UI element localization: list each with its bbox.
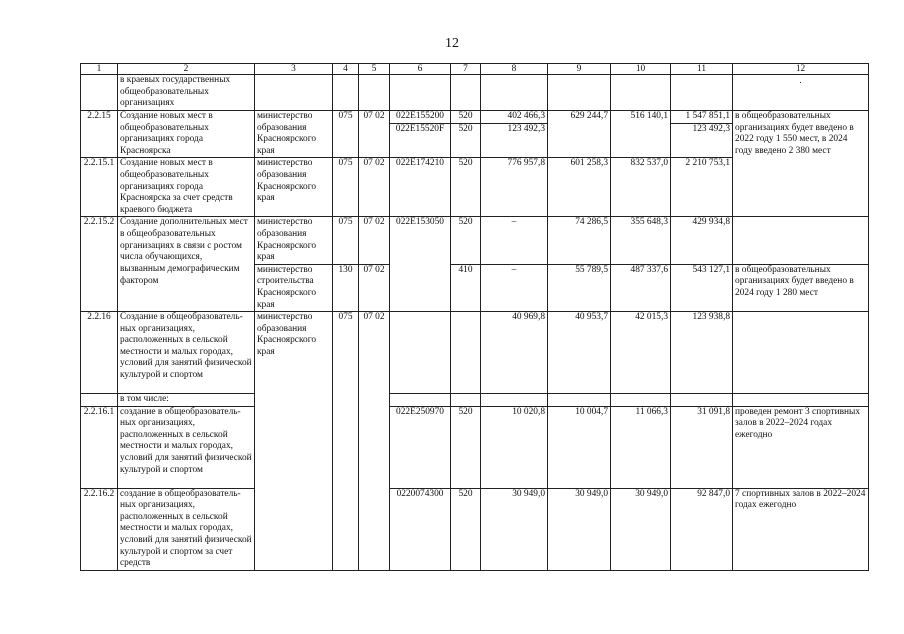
row-number: 2.2.15 (81, 111, 118, 158)
table-row (81, 75, 869, 111)
value-cell: 776 957,8 (481, 158, 548, 217)
value-cell: 31 091,8 (671, 406, 733, 488)
value-cell: 601 258,3 (548, 158, 611, 217)
note-cell: в общеобразовательных организациях будет введено в 2024 году 1 280 мест (733, 264, 869, 311)
code-cell: 520 (451, 488, 481, 570)
measure-name: в краевых государственных общеобразовательных организациях (118, 75, 255, 111)
value-cell: 11 066,3 (611, 406, 671, 488)
measure-name: вызванным демографическим фактором (118, 264, 255, 311)
header-row (81, 64, 869, 75)
column-header: 3 (255, 64, 333, 75)
value-cell: 516 140,1 (611, 111, 671, 158)
code-cell: 520 (451, 406, 481, 488)
code-cell: 07 02 (359, 264, 390, 311)
value-cell: 40 969,8 (481, 312, 548, 394)
code-cell: 520 (451, 123, 481, 158)
note-cell: в общеобразовательных организациях будет введено в 2022 году 1 550 мест, в 2024 году введено 2 380 мест (733, 111, 869, 217)
table-row (81, 312, 869, 394)
organization: министерство образования Красноярского края (255, 111, 333, 158)
code-cell: 022E250970 (390, 406, 451, 488)
value-cell: 355 648,3 (611, 217, 671, 264)
column-header: 2 (118, 64, 255, 75)
organization: министерство строительства Красноярского края (255, 264, 333, 311)
code-cell: 07 02 (359, 217, 390, 264)
code-cell: 520 (451, 217, 481, 264)
value-cell: 55 789,5 (548, 264, 611, 311)
value-cell: – (481, 217, 548, 264)
row-number: 2.2.15.2 (81, 217, 118, 312)
code-cell: 07 02 (359, 158, 390, 217)
value-cell: 123 492,3 (671, 123, 733, 158)
column-header: 1 (81, 64, 118, 75)
value-cell: 10 020,8 (481, 406, 548, 488)
code-cell: 022E174210 (390, 158, 451, 217)
code-cell: 075 (333, 312, 359, 571)
code-cell: 410 (451, 264, 481, 311)
value-cell: 543 127,1 (671, 264, 733, 311)
column-header: 4 (333, 64, 359, 75)
value-cell: 832 537,0 (611, 158, 671, 217)
subheading: в том числе: (118, 394, 255, 407)
table-row (81, 111, 869, 124)
value-cell: 10 004,7 (548, 406, 611, 488)
value-cell: – (481, 264, 548, 311)
row-number: 2.2.16.2 (81, 488, 118, 570)
code-cell: 07 02 (359, 312, 390, 571)
page-number: 12 (445, 36, 459, 51)
table-row (81, 264, 869, 311)
organization: министерство образования Красноярского края (255, 158, 333, 217)
table-row (81, 394, 869, 407)
column-header: 8 (481, 64, 548, 75)
value-cell: 1 547 851,1 (671, 111, 733, 124)
code-cell: 130 (333, 264, 359, 311)
code-cell: 520 (451, 111, 481, 124)
value-cell: 40 953,7 (548, 312, 611, 394)
code-cell: 07 02 (359, 111, 390, 158)
column-header: 5 (359, 64, 390, 75)
value-cell: 2 210 753,1 (671, 158, 733, 217)
row-number: 2.2.16.1 (81, 406, 118, 488)
column-header: 12 (733, 64, 869, 75)
measure-name: создание в общеобразователь-ных организациях, расположенных в сельской местности и малых городах, условий для занятий физической культурой и спортом (118, 406, 255, 488)
column-header: 10 (611, 64, 671, 75)
value-cell: 92 847,0 (671, 488, 733, 570)
code-cell: 022E153050 (390, 217, 451, 312)
value-cell: 123 938,8 (671, 312, 733, 394)
column-header: 9 (548, 64, 611, 75)
value-cell: 429 934,8 (671, 217, 733, 264)
measure-name: Создание новых мест в общеобразовательных организациях города Красноярска (118, 111, 255, 158)
code-cell: 022E15520F (390, 123, 451, 158)
value-cell: 123 492,3 (481, 123, 548, 158)
value-cell: 30 949,0 (481, 488, 548, 570)
value-cell: 42 015,3 (611, 312, 671, 394)
value-cell: 487 337,6 (611, 264, 671, 311)
value-cell: 30 949,0 (548, 488, 611, 570)
measure-name: Создание новых мест в общеобразовательных организациях города Красноярска за счет средств краевого бюджета (118, 158, 255, 217)
note-cell: проведен ремонт 3 спортивных залов в 2022–2024 годах ежегодно (733, 406, 869, 488)
value-cell: 402 466,3 (481, 111, 548, 124)
note-cell: . (733, 75, 869, 111)
measure-name: создание в общеобразователь-ных организациях, расположенных в сельской местности и малых городах, условий для занятий физической культурой и спортом за счет средств (118, 488, 255, 570)
code-cell: 520 (451, 158, 481, 217)
budget-table (80, 63, 869, 571)
column-header: 11 (671, 64, 733, 75)
organization: министерство образования Красноярского края (255, 312, 333, 571)
row-number: 2.2.16 (81, 312, 118, 394)
column-header: 7 (451, 64, 481, 75)
value-cell: 629 244,7 (548, 111, 611, 158)
table-row (81, 488, 869, 570)
row-number: 2.2.15.1 (81, 158, 118, 217)
code-cell: 022E155200 (390, 111, 451, 124)
value-cell: 74 286,5 (548, 217, 611, 264)
code-cell: 075 (333, 111, 359, 158)
table-row (81, 217, 869, 264)
column-header: 6 (390, 64, 451, 75)
code-cell: 075 (333, 217, 359, 264)
code-cell: 075 (333, 158, 359, 217)
table-row (81, 406, 869, 488)
organization: министерство образования Красноярского края (255, 217, 333, 264)
measure-name: Создание в общеобразователь-ных организациях, расположенных в сельской местности и малых городах, условий для занятий физической культурой и спортом (118, 312, 255, 394)
measure-name: Создание дополнительных мест в общеобразовательных организациях в связи с ростом числа обучающихся, (118, 217, 255, 264)
code-cell: 0220074300 (390, 488, 451, 570)
value-cell: 30 949,0 (611, 488, 671, 570)
note-cell: 7 спортивных залов в 2022–2024 годах ежегодно (733, 488, 869, 570)
